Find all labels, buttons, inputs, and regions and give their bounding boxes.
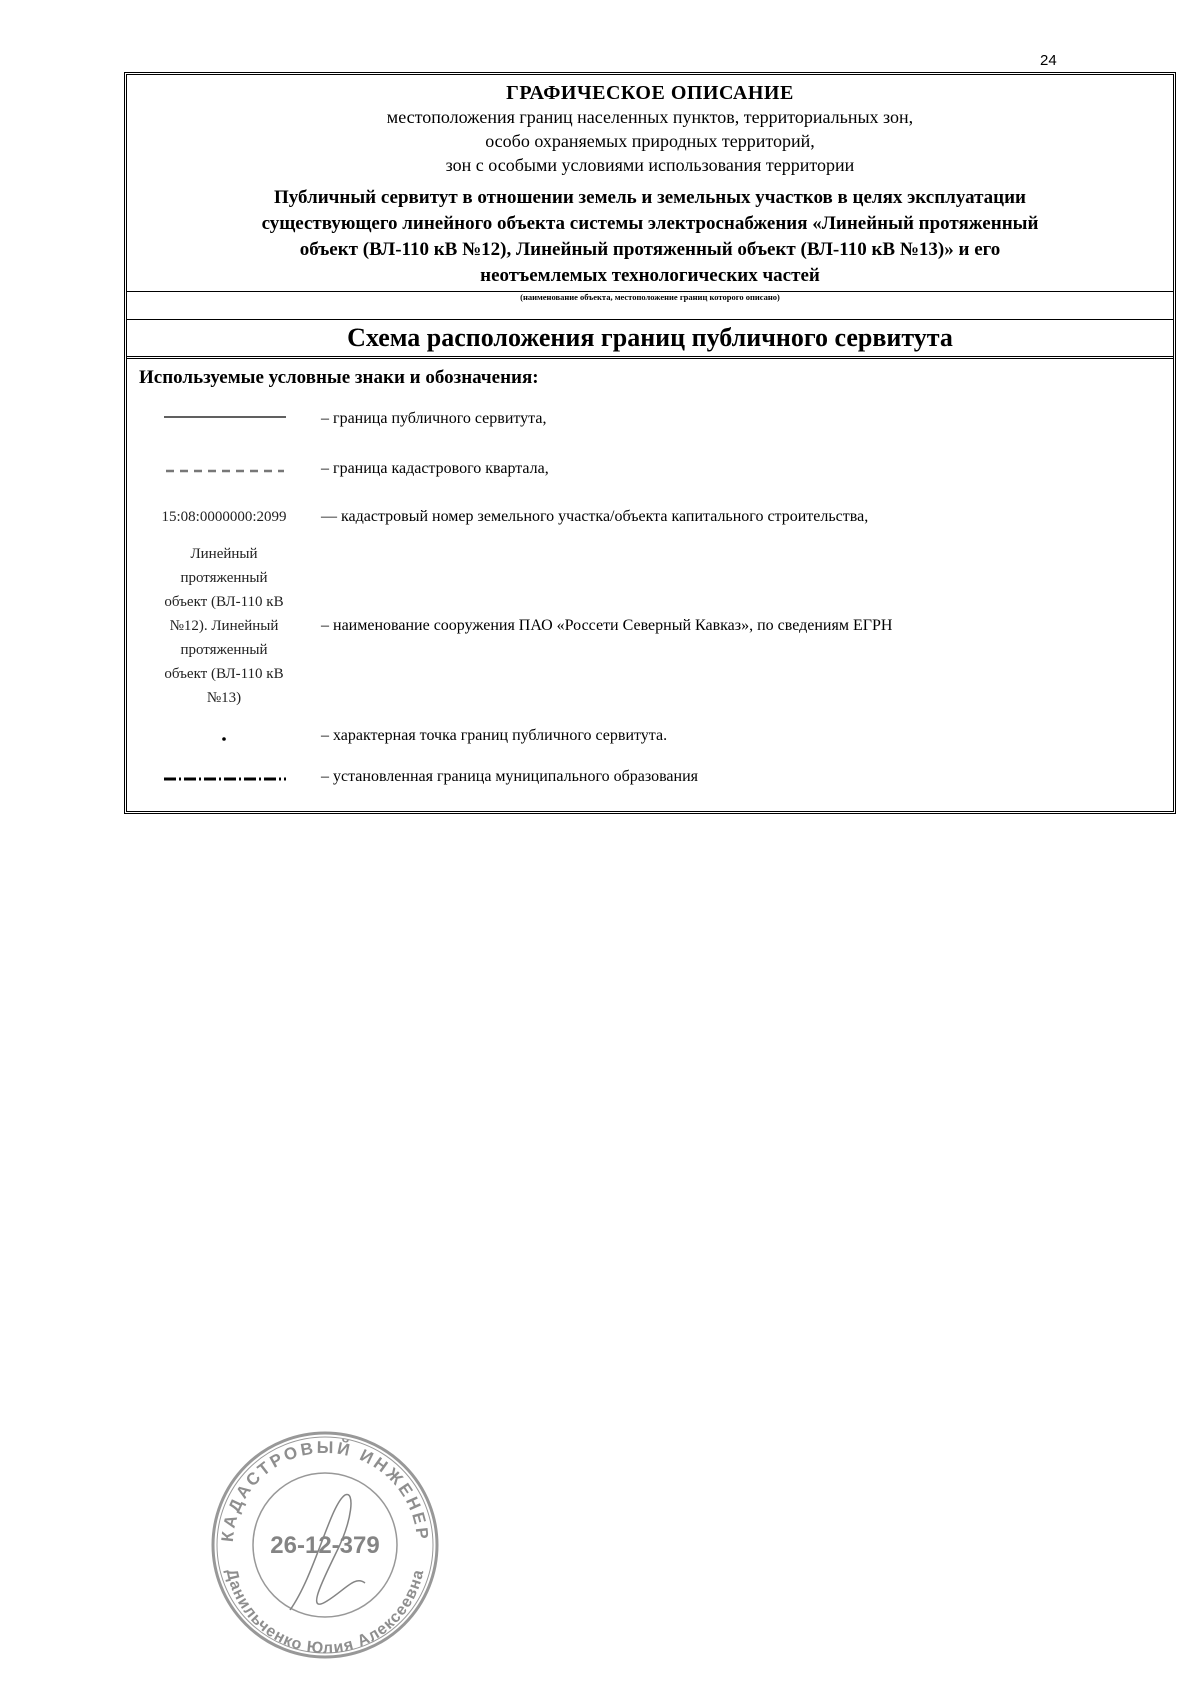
subtitle-line: особо охраняемых природных территорий, — [485, 131, 815, 151]
stamp-outer-text: КАДАСТРОВЫЙ ИНЖЕНЕР — [217, 1437, 433, 1543]
document-frame — [124, 72, 1176, 814]
structure-name-line: Линейный — [190, 546, 258, 562]
section-title: Схема расположения границ публичного сервитута — [127, 320, 1173, 359]
document-title: ГРАФИЧЕСКОЕ ОПИСАНИЕ — [506, 82, 794, 104]
stamp-bottom-text: Данильченко Юлия Алексеевна — [222, 1567, 428, 1658]
legend-text: — кадастровый номер земельного участка/объекта капитального строительства, — [321, 508, 869, 525]
legend-text: – наименование сооружения ПАО «Россети Северный Кавказ», по сведениям ЕГРН — [321, 617, 893, 634]
legend-text: – характерная точка границ публичного сервитута. — [321, 727, 668, 744]
solid-line-symbol — [139, 409, 309, 429]
header-block — [127, 75, 1173, 292]
svg-text:КАДАСТРОВЫЙ ИНЖЕНЕР — [218, 1438, 432, 1543]
subtitle-line: местоположения границ населенных пунктов, территориальных зон, — [386, 107, 914, 127]
legend-item — [139, 715, 1161, 757]
legend-item — [139, 537, 1161, 715]
subtitle-line: зон с особыми условиями использования территории — [445, 155, 855, 175]
legend-heading: Используемые условные знаки и обозначения: — [139, 367, 539, 388]
structure-name-line: №13) — [206, 690, 242, 706]
legend-item — [139, 497, 1161, 537]
svg-text:Данильченко Юлия Алексеевна — [222, 1567, 427, 1657]
structure-name-line: объект (ВЛ-110 кВ — [164, 666, 284, 682]
legend-item — [139, 397, 1161, 441]
object-name-line: объект (ВЛ-110 кВ №12), Линейный протяженный объект (ВЛ-110 кВ №13)» и его — [299, 239, 1001, 260]
structure-name-line: №12). Линейный — [169, 618, 279, 634]
object-caption: (наименование объекта, местоположение границ которого описано) — [127, 292, 1173, 320]
dashed-line-symbol — [139, 459, 309, 479]
dash-dot-line-symbol — [139, 767, 309, 787]
legend-text: – граница кадастрового квартала, — [321, 460, 549, 477]
structure-name-line: протяженный — [180, 642, 268, 658]
legend-text: – граница публичного сервитута, — [321, 410, 547, 427]
structure-name-symbol — [139, 542, 309, 710]
stamp-number: 26-12-379 — [270, 1532, 380, 1559]
legend-item — [139, 441, 1161, 497]
page-number: 24 — [1040, 52, 1057, 69]
legend-item — [139, 757, 1161, 797]
structure-name-line: протяженный — [180, 570, 268, 586]
object-name-line: Публичный сервитут в отношении земель и земельных участков в целях эксплуатации — [274, 187, 1026, 208]
official-stamp — [205, 1425, 445, 1665]
structure-name-line: объект (ВЛ-110 кВ — [164, 594, 284, 610]
object-name — [137, 185, 1163, 289]
structure-name-sample — [144, 542, 304, 710]
object-name-line: неотъемлемых технологических частей — [480, 265, 820, 286]
legend-text: – установленная граница муниципального образования — [321, 768, 699, 785]
cadastral-number-sample: 15:08:0000000:2099 — [161, 509, 287, 525]
legend — [127, 359, 1173, 811]
point-symbol — [139, 726, 309, 746]
object-name-line: существующего линейного объекта системы электроснабжения «Линейный протяженный — [261, 213, 1039, 234]
cadastral-number-symbol — [139, 505, 309, 529]
